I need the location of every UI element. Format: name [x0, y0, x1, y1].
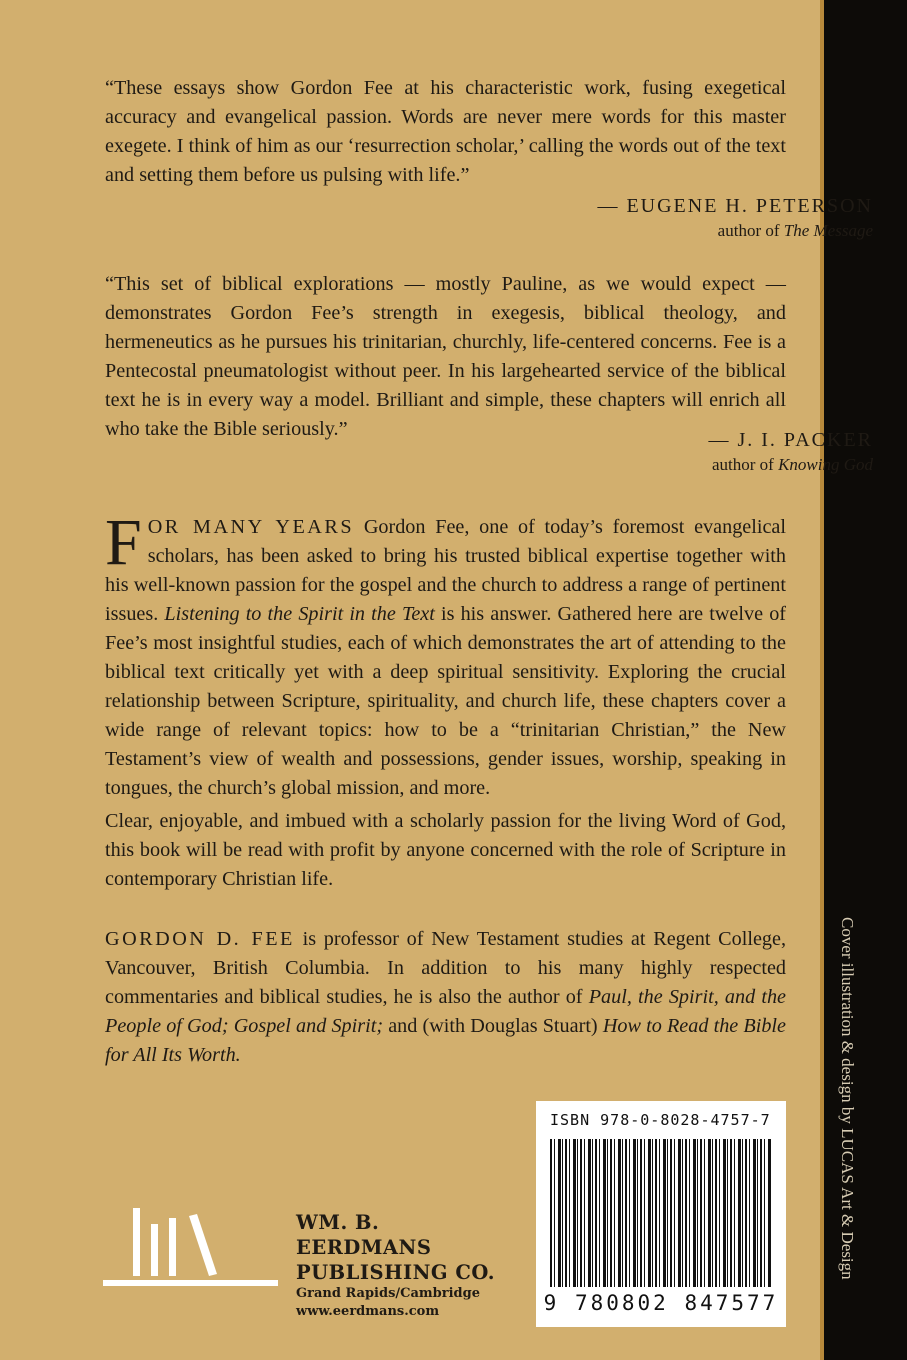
eerdmans-logo-icon [103, 1208, 278, 1298]
endorsement-packer: “This set of biblical explorations — mostly Pauline, as we would expect — demonstrates Gordon Fee’s strength in exegesis, biblical theology, and hermeneutics as he pursues his trinitarian, churchly, life-centered concerns. Fee is a Pentecostal pneumatologist without peer. In his largehearted service of the biblical text he is in every way a model. Brilliant and simple, these chapters will enrich all who take the Bible seriously.” [105, 273, 786, 440]
endorser-book-title: Knowing God [778, 455, 873, 474]
endorser-book-title: The Message [783, 221, 873, 240]
endorser-name: — EUGENE H. PETERSON [597, 195, 873, 217]
endorsement-packer-attribution [708, 426, 873, 476]
isbn-label: ISBN 978-0-8028-4757-7 [550, 1111, 771, 1129]
bio-part2: and (with Douglas Stuart) [383, 1015, 603, 1037]
publisher-imprint [296, 1210, 516, 1321]
publisher-city: Grand Rapids/Cambridge [296, 1286, 481, 1301]
publisher-name-line1: WM. B. EERDMANS [296, 1211, 432, 1259]
barcode-digits: 9 780802 847577 [543, 1291, 779, 1315]
bio-title2: How to Read the Bible for All Its Worth. [105, 1015, 786, 1066]
book-description [105, 506, 787, 803]
bio-part1: is professor of New Testament studies at Regent College, Vancouver, British Columbia. In addition to his many highly respected commentaries and biblical studies, he is also the author of [105, 928, 786, 1008]
book-title: Listening to the Spirit in the Text [164, 603, 435, 625]
description-part2: is his answer. Gathered here are twelve of Fee’s most insightful studies, each of which demonstrates the art of attending to the biblical text critically yet with a deep spiritual sensitivity. Exploring the crucial relationship between Scripture, spirituality, and church life, these chapters cover a wide range of relevant topics: how to be a “trinitarian Christian,” the New Testament’s view of wealth and possessions, gender issues, worship, speaking in tongues, the church’s global mission, and more. [105, 603, 787, 799]
isbn-barcode-box [536, 1101, 786, 1327]
description-part1: Gordon Fee, one of today’s foremost evangelical scholars, has been asked to bring his trusted biblical expertise together with his well-known passion for the gospel and the church to address a range of pertinent issues. [105, 516, 786, 625]
endorser-role [597, 220, 873, 242]
author-bio [105, 925, 786, 1070]
endorser-name: — J. I. PACKER [708, 429, 873, 451]
endorser-role-prefix: author of [717, 221, 784, 240]
bio-title1: Paul, the Spirit, and the People of God; Gospel and Spirit; [105, 986, 787, 1037]
endorsement-peterson-attribution [597, 192, 873, 242]
book-summary: Clear, enjoyable, and imbued with a scholarly passion for the living Word of God, this book will be read with profit by anyone concerned with the role of Scripture in contemporary Christian life. [105, 810, 786, 890]
author-name: GORDON D. FEE [105, 928, 295, 950]
cover-credit: Cover illustration & design by LUCAS Art & Design [838, 917, 857, 1280]
endorsement-peterson: “These essays show Gordon Fee at his characteristic work, fusing exegetical accuracy and evangelical passion. Words are never mere words for this master exegete. I think of him as our ‘resurrection scholar,’ calling the words out of the text and setting them before us pulsing with life.” [105, 77, 786, 186]
description-lead: OR MANY YEARS [147, 516, 355, 538]
endorser-role-prefix: author of [711, 455, 779, 474]
publisher-name-line2: PUBLISHING CO. [296, 1261, 496, 1284]
barcode [550, 1139, 772, 1287]
endorser-role [708, 454, 873, 476]
drop-cap: F [105, 506, 142, 579]
publisher-url: www.eerdmans.com [296, 1304, 440, 1319]
